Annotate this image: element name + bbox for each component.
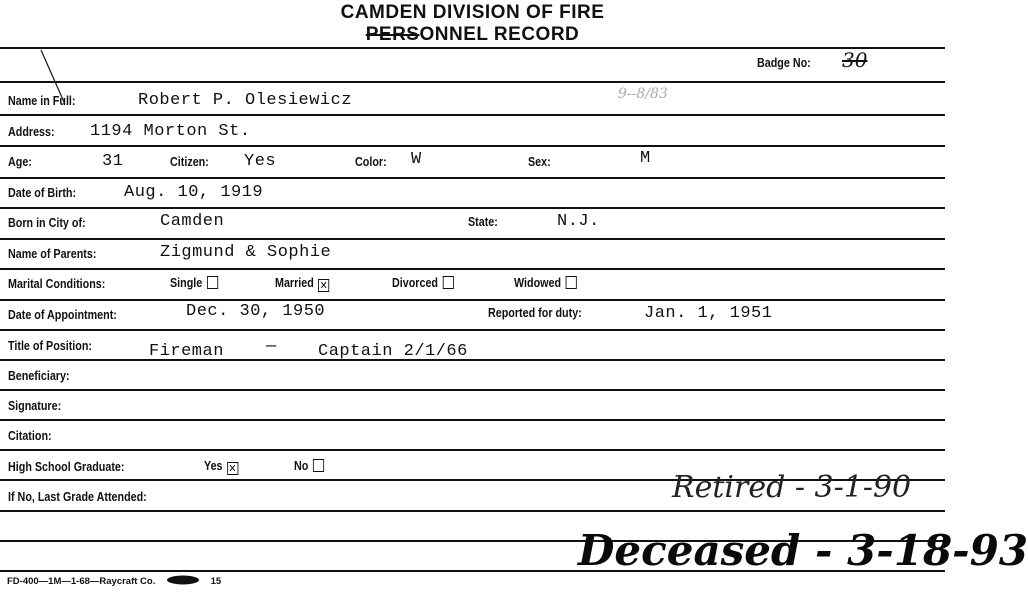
widowed-checkbox[interactable] <box>565 276 576 289</box>
appointment-label: Date of Appointment: <box>8 308 117 322</box>
widowed-label: Widowed <box>514 276 562 290</box>
sex-label: Sex: <box>528 155 551 169</box>
name-note: 9--8/83 <box>618 86 668 102</box>
hs-yes-option <box>204 459 238 475</box>
union-label-icon <box>166 575 200 585</box>
color-value: W <box>411 150 422 169</box>
sex-value: M <box>640 149 651 168</box>
single-label: Single <box>170 276 203 290</box>
dob-value: Aug. 10, 1919 <box>124 183 264 202</box>
parents-value: Zigmund & Sophie <box>160 243 332 262</box>
divorced-checkbox[interactable] <box>442 276 453 289</box>
rule <box>0 299 945 301</box>
single-option <box>170 276 218 290</box>
hs-label: High School Graduate: <box>8 460 125 474</box>
rule <box>0 177 945 179</box>
form-subtitle <box>0 24 945 46</box>
rule <box>0 145 945 147</box>
dob-label: Date of Birth: <box>8 186 77 200</box>
hs-no-checkbox[interactable] <box>313 459 324 472</box>
address-label: Address: <box>8 125 55 139</box>
rule <box>0 207 945 209</box>
married-option <box>275 276 329 292</box>
rule <box>0 238 945 240</box>
born-value: Camden <box>160 212 225 231</box>
divorced-label: Divorced <box>392 276 439 290</box>
form-title: CAMDEN DIVISION OF FIRE <box>340 2 605 23</box>
rule <box>0 47 945 49</box>
age-label: Age: <box>8 155 32 169</box>
married-checkbox[interactable]: ✕ <box>319 279 328 292</box>
name-label: Name in Full: <box>8 94 76 108</box>
citation-label: Citation: <box>8 429 52 443</box>
state-value: N.J. <box>557 212 600 231</box>
position-label: Title of Position: <box>8 339 93 353</box>
appointment-value: Dec. 30, 1950 <box>186 302 326 321</box>
single-checkbox[interactable] <box>207 276 218 289</box>
age-value: 31 <box>102 152 124 171</box>
name-value: Robert P. Olesiewicz <box>138 91 353 110</box>
divorced-option <box>392 276 453 290</box>
badge-label: Badge No: <box>757 56 811 70</box>
hs-no-label: No <box>294 459 309 473</box>
rule <box>0 114 945 116</box>
address-value: 1194 Morton St. <box>90 122 251 141</box>
hs-yes-label: Yes <box>204 459 223 473</box>
color-label: Color: <box>355 155 387 169</box>
hs-yes-checkbox[interactable]: ✕ <box>228 462 237 475</box>
rule <box>0 389 945 391</box>
form-code: FD-400—1M—1-68—Raycraft Co. <box>7 576 156 587</box>
rule <box>0 81 945 83</box>
deceased-annotation: Deceased - 3-18-93 <box>578 526 1028 575</box>
rule <box>0 419 945 421</box>
beneficiary-label: Beneficiary: <box>8 369 70 383</box>
position-value-2: Captain 2/1/66 <box>318 342 468 361</box>
marital-label: Marital Conditions: <box>8 277 106 291</box>
rule <box>0 510 945 512</box>
position-value-1: Fireman <box>149 342 224 361</box>
state-label: State: <box>468 215 498 229</box>
married-label: Married <box>275 276 314 290</box>
parents-label: Name of Parents: <box>8 247 97 261</box>
hs-no-option <box>294 459 324 473</box>
badge-value: 30 <box>842 48 868 72</box>
rule <box>0 449 945 451</box>
retired-annotation: Retired - 3-1-90 <box>672 470 912 505</box>
rule <box>0 268 945 270</box>
reported-value: Jan. 1, 1951 <box>644 304 773 323</box>
born-label: Born in City of: <box>8 216 86 230</box>
citizen-label: Citizen: <box>170 155 209 169</box>
citizen-value: Yes <box>244 152 277 171</box>
form-footer <box>7 575 221 587</box>
subtitle-rest: ONNEL RECORD <box>419 24 580 45</box>
position-dash: — <box>266 337 277 356</box>
signature-label: Signature: <box>8 399 62 413</box>
rule <box>0 359 945 361</box>
reported-label: Reported for duty: <box>488 306 582 320</box>
widowed-option <box>514 276 577 290</box>
lastgrade-label: If No, Last Grade Attended: <box>8 490 147 504</box>
form-number: 15 <box>210 576 222 587</box>
rule <box>0 329 945 331</box>
struck-text: PERS <box>365 24 420 45</box>
